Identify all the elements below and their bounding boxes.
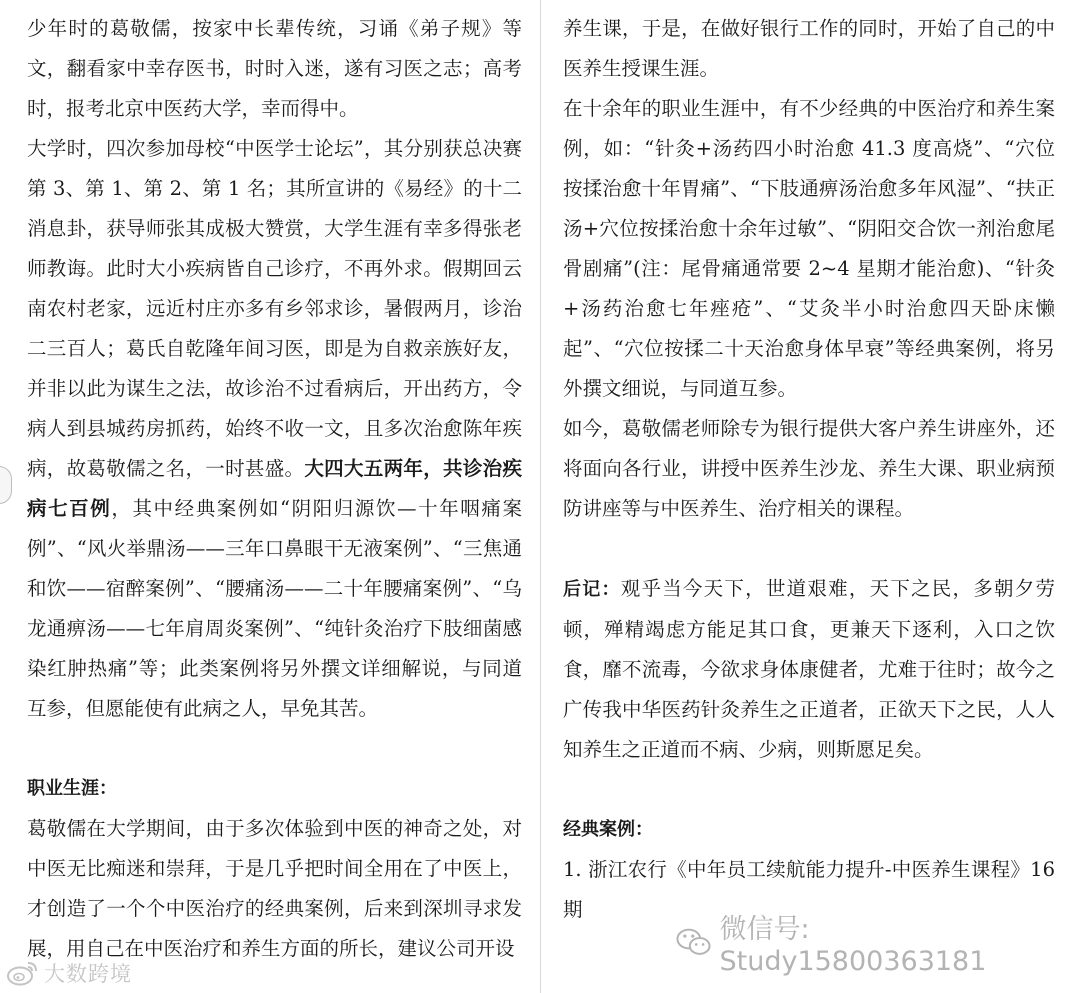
paragraph-cases-list: 在十余年的职业生涯中，有不少经典的中医治疗和养生案例，如：“针灸+汤药四小时治愈 41.3 度高烧”、“穴位按揉治愈十年胃痛”、“下肢通痹汤治愈多年风湿”、“扶正汤+穴位按揉治愈十余年过敏”、“阴阳交合饮一剂治愈尾骨剧痛”(注：尾骨痛通常要 2~4 星期才能治愈)、“针灸+汤药治愈七年痤疮”、“艾灸半小时治愈四天卧床懒起”、“穴位按揉二十天治愈身体早衰”等经典案例，将另外撰文细说，与同道互参。: [563, 97, 1055, 400]
paragraph-university-bold: 大四大五两年，共诊治疾病七百例: [27, 457, 522, 520]
paragraph-university-end: ，其中经典案例如“阴阳归源饮—十年咽痛案例”、“风火举鼎汤——三年口鼻眼干无液案例”、“三焦通和饮——宿醉案例”、“腰痛汤——二十年腰痛案例”、“乌龙通痹汤——七年肩周炎案例”、“纯针灸治疗下肢细菌感染红肿热痛”等；此类案例将另外撰文详细解说，与同道互参，但愿能使有此病之人，早免其苦。: [27, 497, 522, 720]
left-column: [27, 9, 522, 969]
paragraph-career-continued: 养生课，于是，在做好银行工作的同时，开始了自己的中医养生授课生涯。: [563, 17, 1055, 80]
paragraph-university: [27, 129, 522, 729]
heading-classic-cases: 经典案例：: [563, 819, 653, 840]
wechat-watermark-text: 微信号: Study15800363181: [719, 914, 987, 977]
paragraph-current-work: 如今，葛敬儒老师除专为银行提供大客户养生讲座外，还将面向各行业，讲授中医养生沙龙、养生大课、职业病预防讲座等与中医养生、治疗相关的课程。: [563, 417, 1055, 520]
paragraph-university-start: 大学时，四次参加母校“中医学士论坛”，其分别获总决赛第 3、第 1、第 2、第 1 名；其所宣讲的《易经》的十二消息卦，获导师张其成极大赞赏，大学生涯有幸多得张老师教诲。此时大小疾病皆自己诊疗，不再外求。假期回云南农村老家，远近村庄亦多有乡邻求诊，暑假两月，诊治二三百人；葛氏自乾隆年间习医，即是为自救亲族好友，并非以此为谋生之法，故诊治不过看病后，开出药方，令病人到县城药房抓药，始终不收一文，且多次治愈陈年疾病，故葛敬儒之名，一时甚盛。: [27, 137, 522, 480]
weibo-logo-icon: [6, 959, 40, 987]
wechat-logo-icon: [676, 927, 712, 957]
case-item-1: 1. 浙江农行《中年员工续航能力提升-中医养生课程》16 期: [563, 858, 1055, 921]
postscript-text: 观乎当今天下，世道艰难，天下之民，多朝夕劳顿，殚精竭虑方能足其口食，更兼天下逐利，入口之饮食，靡不流毒，今欲求身体康健者，尤难于往时；故今之广传我中华医药针灸养生之正道者，正欲天下之民，人人知养生之正道而不病、少病，则斯愿足矣。: [563, 577, 1055, 761]
right-column: [563, 9, 1055, 930]
paragraph-youth: 少年时的葛敬儒，按家中长辈传统，习诵《弟子规》等文，翻看家中幸存医书，时时入迷，遂有习医之志；高考时，报考北京中医药大学，幸而得中。: [27, 17, 522, 120]
blank-line: [563, 529, 1055, 569]
blank-line: [27, 729, 522, 769]
postscript-label: 后记：: [563, 579, 621, 600]
heading-career: 职业生涯：: [27, 778, 117, 799]
weibo-watermark-text: 大数跨境: [44, 962, 132, 986]
column-divider: [540, 0, 541, 993]
wechat-watermark: [676, 914, 1080, 977]
blank-line: [563, 770, 1055, 810]
paragraph-career: 葛敬儒在大学期间，由于多次体验到中医的神奇之处，对中医无比痴迷和崇拜，于是几乎把时间全用在了中医上，才创造了一个个中医治疗的经典案例，后来到深圳寻求发展，用自己在中医治疗和养生方面的所长，建议公司开设: [27, 817, 522, 960]
paragraph-postscript: [563, 569, 1055, 770]
page-edge-handle[interactable]: [0, 466, 12, 504]
weibo-watermark: [6, 957, 132, 989]
